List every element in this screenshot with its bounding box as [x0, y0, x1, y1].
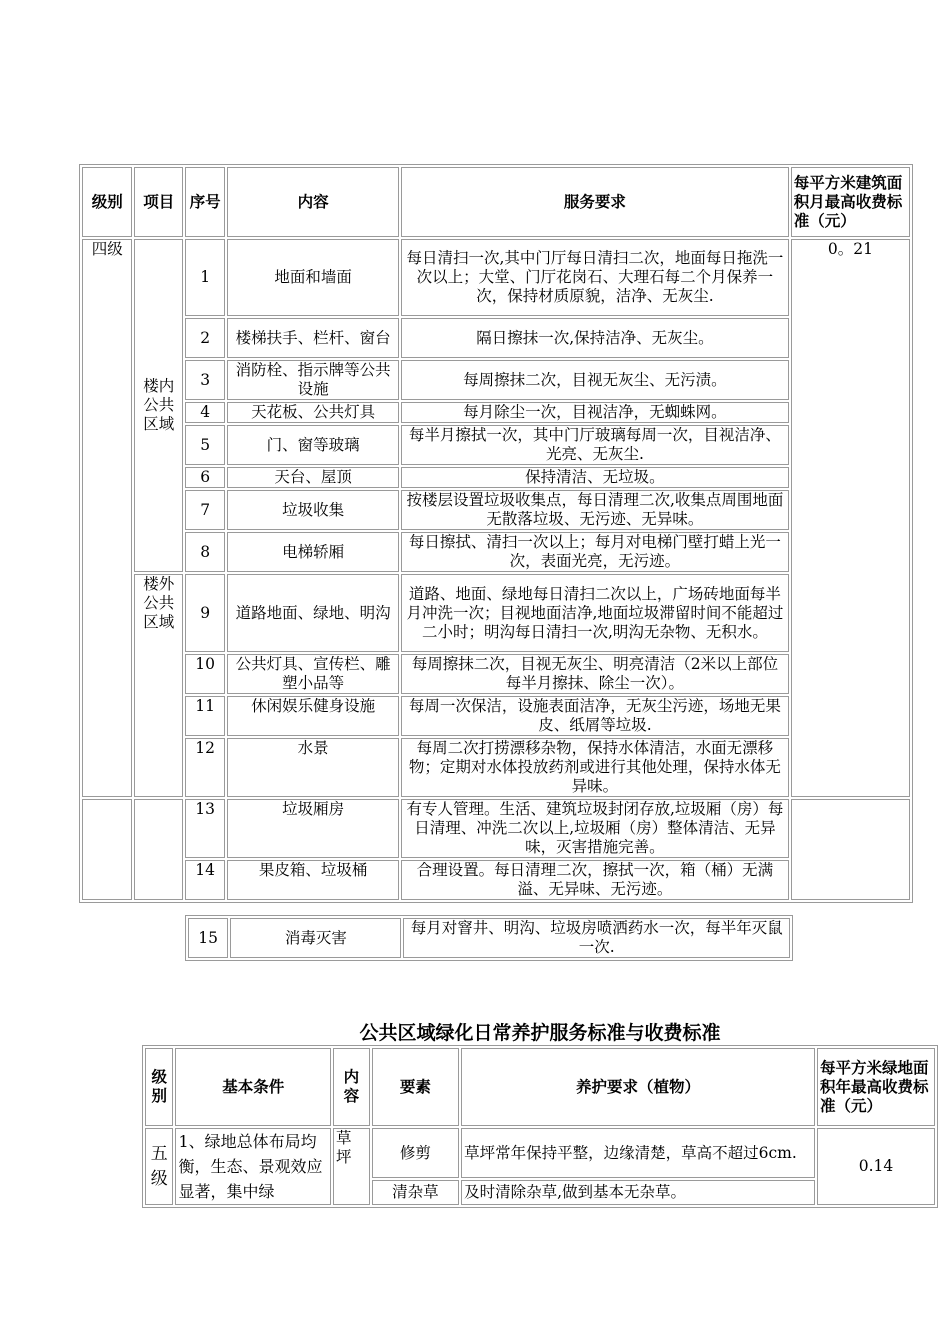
row-content: 消毒灭害: [230, 918, 401, 958]
row-requirement: 每周二次打捞漂移杂物，保持水体清洁，水面无漂移物；定期对水体投放药剂或进行其他处理，保持水体无异味。: [401, 738, 789, 797]
table-row: [82, 574, 910, 652]
empty-level-cell: [82, 799, 132, 900]
row-num: 13: [185, 799, 225, 858]
header-fee: 每平方米绿地面积年最高收费标准（元）: [817, 1048, 935, 1126]
row-requirement: 隔日擦抹一次,保持洁净、无灰尘。: [401, 318, 789, 358]
row-num: 9: [185, 574, 225, 652]
row-content: 电梯轿厢: [227, 532, 399, 572]
row-num: 14: [185, 860, 225, 900]
group-indoor: 楼内公共区域: [134, 239, 182, 572]
row-requirement: 及时清除杂草,做到基本无杂草。: [461, 1180, 815, 1205]
table-row: [82, 467, 910, 488]
row-requirement: 按楼层设置垃圾收集点，每日清理二次,收集点周围地面无散落垃圾、无污迹、无异味。: [401, 490, 789, 530]
header-fee: 每平方米建筑面积月最高收费标准（元）: [791, 167, 910, 237]
header-element: 要素: [372, 1048, 459, 1126]
table-row: [82, 402, 910, 423]
table-row: [82, 860, 910, 900]
fee-cell: 0.14: [817, 1128, 935, 1205]
content-cell: 草坪: [333, 1128, 370, 1205]
table-row: [82, 360, 910, 400]
row-content: 公共灯具、宣传栏、雕塑小品等: [227, 654, 399, 694]
row-content: 门、窗等玻璃: [227, 425, 399, 465]
row-requirement: 每周擦抹二次，目视无灰尘、明亮清洁（2米以上部位每半月擦抹、除尘一次）。: [401, 654, 789, 694]
row-num: 15: [188, 918, 228, 958]
table-header-row: [82, 167, 910, 237]
level-cell: 四级: [82, 239, 132, 797]
table-row: [188, 918, 790, 958]
row-requirement: 合理设置。每日清理二次，擦拭一次，箱（桶）无满溢、无异味、无污迹。: [401, 860, 789, 900]
row-content: 垃圾收集: [227, 490, 399, 530]
table-row: [82, 696, 910, 736]
row-content: 地面和墙面: [227, 239, 399, 316]
row-requirement: 道路、地面、绿地每日清扫二次以上，广场砖地面每半月冲洗一次；目视地面洁净,地面垃圾滞留时间不能超过二小时；明沟每日清扫一次,明沟无杂物、无积水。: [401, 574, 789, 652]
row-num: 8: [185, 532, 225, 572]
element-cell: 修剪: [372, 1128, 459, 1178]
table-row: [82, 239, 910, 316]
row-requirement: 保持清洁、无垃圾。: [401, 467, 789, 488]
row-num: 12: [185, 738, 225, 797]
empty-item-cell: [134, 799, 182, 900]
row-num: 3: [185, 360, 225, 400]
row-requirement: 每日清扫一次,其中门厅每日清扫二次，地面每日拖洗一次以上；大堂、门厅花岗石、大理石每二个月保养一次，保持材质原貌，洁净、无灰尘.: [401, 239, 789, 316]
group-outdoor: 楼外公共区域: [134, 574, 182, 797]
table-row: [82, 738, 910, 797]
table-row: [82, 490, 910, 530]
header-content: 内容: [227, 167, 399, 237]
row-content: 休闲娱乐健身设施: [227, 696, 399, 736]
row-requirement: 每日擦拭、清扫一次以上；每月对电梯门壁打蜡上光一次，表面光亮，无污迹。: [401, 532, 789, 572]
row-requirement: 每月除尘一次，目视洁净，无蜘蛛网。: [401, 402, 789, 423]
row-content: 楼梯扶手、栏杆、窗台: [227, 318, 399, 358]
header-basic: 基本条件: [175, 1048, 331, 1126]
row-requirement: 有专人管理。生活、建筑垃圾封闭存放,垃圾厢（房）每日清理、冲洗二次以上,垃圾厢（房）整体清洁、无异味，灭害措施完善。: [401, 799, 789, 858]
row-num: 11: [185, 696, 225, 736]
level-cell: 五级: [145, 1128, 173, 1205]
header-requirement: 养护要求（植物）: [461, 1048, 815, 1126]
row-content: 道路地面、绿地、明沟: [227, 574, 399, 652]
table-row: [82, 799, 910, 858]
table-row: [82, 425, 910, 465]
table-row: [145, 1128, 935, 1178]
element-cell: 清杂草: [372, 1180, 459, 1205]
basic-condition-cell: 1、绿地总体布局均衡，生态、景观效应显著，集中绿: [175, 1128, 331, 1205]
row-num: 10: [185, 654, 225, 694]
row-requirement: 每周一次保洁，设施表面洁净，无灰尘污迹，场地无果皮、纸屑等垃圾.: [401, 696, 789, 736]
header-num: 序号: [185, 167, 225, 237]
header-level: 级别: [82, 167, 132, 237]
table-header-row: [145, 1048, 935, 1126]
row-content: 果皮箱、垃圾桶: [227, 860, 399, 900]
greening-table-title: 公共区域绿化日常养护服务标准与收费标准: [359, 1022, 721, 1044]
greening-standard-table: [142, 1045, 938, 1208]
row-requirement: 草坪常年保持平整，边缘清楚，草高不超过6cm.: [461, 1128, 815, 1178]
row-content: 垃圾厢房: [227, 799, 399, 858]
row-num: 2: [185, 318, 225, 358]
row-content: 天花板、公共灯具: [227, 402, 399, 423]
fee-cell: 0。21: [791, 239, 910, 797]
row-num: 5: [185, 425, 225, 465]
row-requirement: 每半月擦拭一次，其中门厅玻璃每周一次，目视洁净、光亮、无灰尘.: [401, 425, 789, 465]
row-content: 天台、屋顶: [227, 467, 399, 488]
row-num: 7: [185, 490, 225, 530]
header-requirement: 服务要求: [401, 167, 789, 237]
row-content: 消防栓、指示牌等公共设施: [227, 360, 399, 400]
row-num: 4: [185, 402, 225, 423]
row-requirement: 每月对窨井、明沟、垃圾房喷洒药水一次，每半年灭鼠一次.: [403, 918, 790, 958]
row-requirement: 每周擦抹二次，目视无灰尘、无污渍。: [401, 360, 789, 400]
header-level: 级别: [145, 1048, 173, 1126]
row-num: 6: [185, 467, 225, 488]
table-row: [82, 318, 910, 358]
cleaning-standard-table: [79, 164, 913, 903]
table-row: [82, 532, 910, 572]
cleaning-standard-table-continued: [185, 915, 793, 961]
row-content: 水景: [227, 738, 399, 797]
empty-fee-cell: [791, 799, 910, 900]
header-item: 项目: [134, 167, 182, 237]
row-num: 1: [185, 239, 225, 316]
table-row: [82, 654, 910, 694]
header-content: 内容: [333, 1048, 370, 1126]
